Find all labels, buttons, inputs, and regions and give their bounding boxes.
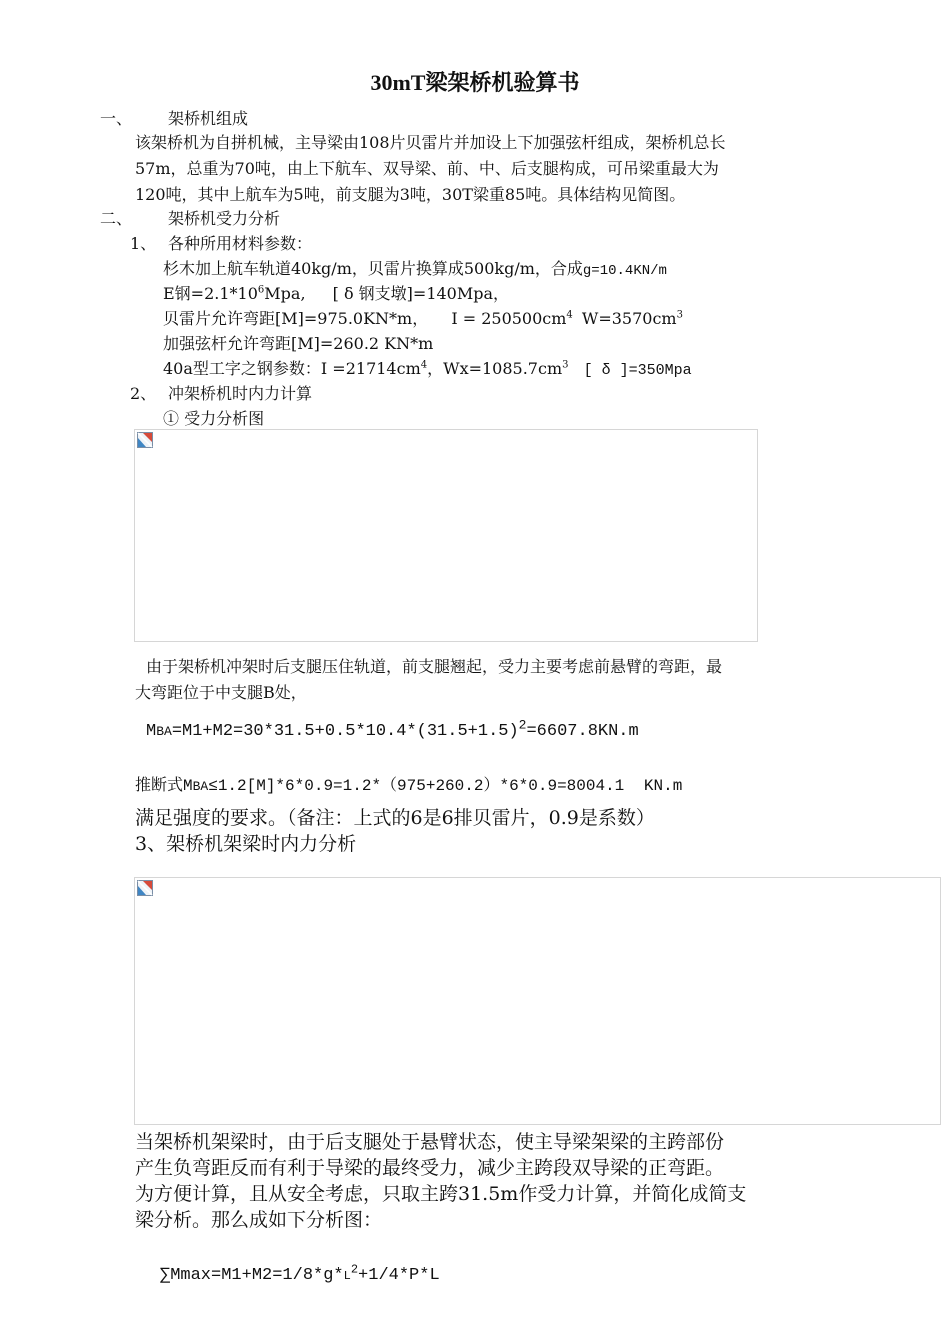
param-line-1 [163, 256, 667, 284]
subsection-1-number: 1、 [130, 234, 157, 253]
figure-label: ① 受力分析图 [163, 409, 265, 428]
param-line-2-exp: 6 [257, 284, 265, 296]
param-line-5-stress: [ δ ]=350Mpa [583, 362, 692, 379]
param-line-5-wx: ，Wx=1085.7cm [427, 359, 563, 378]
broken-image-icon [137, 880, 153, 896]
erection-analysis-figure [134, 877, 941, 1125]
param-line-5 [163, 356, 692, 384]
max-moment-formula-b: +1/4*P*L [358, 1266, 440, 1285]
check-formula [135, 773, 682, 800]
conclusion-text: 满足强度的要求。（备注：上式的6是6排贝雷片，0.9是系数） [135, 807, 655, 829]
param-line-2-e: E钢=2.1*10 [163, 284, 258, 303]
check-formula-sub: BA [192, 779, 209, 794]
erection-text-line-3: 为方便计算，且从安全考虑，只取主跨31.5m作受力计算，并简化成简支 [135, 1183, 747, 1205]
param-line-5-wx-exp: 3 [562, 359, 569, 371]
erection-text-line-4: 梁分析。那么成如下分析图： [135, 1209, 383, 1231]
param-line-3-moment: 贝雷片允许弯距[M]=975.0KN*m， [163, 309, 429, 328]
param-line-1-text: 杉木加上航车轨道40kg/m，贝雷片换算成500kg/m，合成 [163, 259, 583, 278]
max-moment-formula-l: L [343, 1269, 351, 1283]
max-moment-formula-exp: 2 [350, 1262, 359, 1277]
param-line-2-steel: [ δ 钢支墩]=140Mpa， [332, 284, 510, 303]
param-line-1-g: g=10.4KN/m [582, 263, 667, 279]
section-1-number: 一、 [100, 109, 133, 128]
broken-image-icon [137, 432, 153, 448]
check-formula-unit: KN.m [643, 777, 683, 795]
param-line-5-exp: 4 [420, 359, 428, 371]
subsection-3-heading: 3、架桥机架梁时内力分析 [135, 833, 357, 855]
subsection-2-number: 2、 [130, 384, 157, 403]
param-line-3-inertia: I = 250500cm [451, 309, 567, 328]
moment-formula-sub: BA [156, 724, 172, 739]
section-1-line-2: 57m，总重为70吨，由上下航车、双导梁、前、中、后支腿构成，可吊梁重最大为 [135, 159, 719, 178]
max-moment-formula-a: ∑Mmax=M1+M2=1/8*g* [160, 1266, 344, 1285]
param-line-2 [163, 281, 509, 307]
param-line-2-unit: Mpa, [264, 284, 306, 303]
section-2-heading: 架桥机受力分析 [168, 209, 281, 228]
section-1-heading: 架桥机组成 [168, 109, 249, 128]
max-moment-formula [160, 1262, 440, 1285]
param-line-3 [163, 306, 683, 332]
param-line-3-modulus-exp: 3 [676, 309, 683, 321]
section-2-number: 二、 [100, 209, 133, 228]
document-title: 30mT梁架桥机验算书 [370, 70, 580, 95]
moment-formula-result: =6607.8KN.m [526, 722, 639, 741]
analysis-text-line-2: 大弯距位于中支腿B处， [135, 683, 307, 702]
section-1-line-3: 120吨，其中上航车为5吨，前支腿为3吨，30T梁重85吨。具体结构见简图。 [135, 185, 686, 204]
param-line-4: 加强弦杆允许弯距[M]=260.2 KN*m [163, 334, 434, 353]
check-formula-prefix: 推断式M [135, 777, 193, 795]
check-formula-body: ≤1.2[M]*6*0.9=1.2*（975+260.2）*6*0.9=8004.1 [208, 777, 625, 795]
erection-text-line-2: 产生负弯距反而有利于导梁的最终受力，减少主跨段双导梁的正弯距。 [135, 1157, 725, 1179]
subsection-1-heading: 各种所用材料参数： [168, 234, 313, 253]
erection-text-line-1: 当架桥机架梁时，由于后支腿处于悬臂状态，使主导梁架梁的主跨部份 [135, 1131, 725, 1153]
subsection-2-heading: 冲架桥机时内力计算 [168, 384, 313, 403]
moment-formula-exp: 2 [518, 717, 527, 733]
param-line-3-modulus: W=3570cm [581, 309, 677, 328]
param-line-5-beam: 40a型工字之钢参数：I =21714cm [163, 359, 421, 378]
param-line-3-inertia-exp: 4 [566, 309, 573, 321]
section-1-line-1: 该架桥机为自拼机械，主导梁由108片贝雷片并加设上下加强弦杆组成，架桥机总长 [135, 133, 726, 152]
force-analysis-figure [134, 429, 758, 642]
moment-formula [146, 717, 639, 741]
moment-formula-body: =M1+M2=30*31.5+0.5*10.4*(31.5+1.5) [171, 722, 519, 741]
moment-formula-m: M [146, 722, 157, 741]
analysis-text-line-1: 由于架桥机冲架时后支腿压住轨道，前支腿翘起，受力主要考虑前悬臂的弯距，最 [146, 657, 723, 676]
